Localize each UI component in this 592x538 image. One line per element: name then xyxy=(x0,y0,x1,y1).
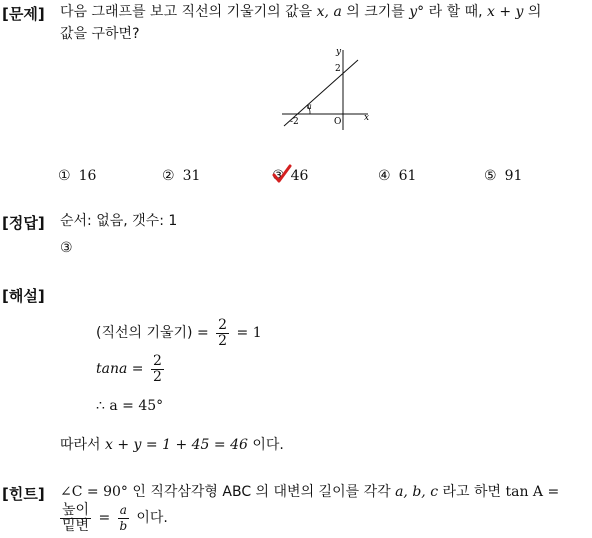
origin-label: O xyxy=(334,117,342,127)
hint-line1: ∠C = 90° 인 직각삼각형 ABC 의 대변의 길이를 각각 a, b, c 라고 하면 tan A = xyxy=(60,484,560,500)
problem-label: [문제] xyxy=(2,5,45,23)
choice-2[interactable]: ② 31 xyxy=(162,168,201,184)
explanation-line2: tana = $\frac{2}{2}$ xyxy=(96,352,162,385)
hint-label: [힌트] xyxy=(2,485,45,503)
x-intercept-label: -2 xyxy=(290,117,299,127)
fraction: $\frac{a}{b}$ xyxy=(119,502,128,533)
y-intercept-label: 2 xyxy=(335,64,341,74)
hint-line2: $\frac{\text{높이}}{\text{밑변}}$ = $\frac{a}{b}$ 이다. xyxy=(62,501,168,534)
explanation-line1: (직선의 기울기) = $\frac{2}{2}$ = 1 xyxy=(96,316,262,349)
checkmark-icon xyxy=(272,164,292,184)
explanation-line4: 따라서 x + y = 1 + 45 = 46 이다. xyxy=(60,437,284,453)
choice-4[interactable]: ④ 61 xyxy=(378,168,417,184)
answer-label: [정답] xyxy=(2,214,45,232)
fraction: $\frac{2}{2}$ xyxy=(218,316,228,349)
explanation-label: [해설] xyxy=(2,287,45,305)
choice-3[interactable]: ③ 46 xyxy=(272,168,308,184)
explanation-line3: ∴ a = 45° xyxy=(96,398,164,414)
x-axis-label: x xyxy=(364,113,370,123)
y-axis-label: y xyxy=(336,47,342,57)
answer-line1: 순서: 없음, 갯수: 1 xyxy=(60,213,178,229)
fraction: $\frac{2}{2}$ xyxy=(152,352,162,385)
choice-1[interactable]: ① 16 xyxy=(58,168,97,184)
problem-text-line1: 다음 그래프를 보고 직선의 기울기의 값을 x, a 의 크기를 y° 라 할 때, x + y 의 xyxy=(60,4,542,20)
angle-label: a xyxy=(307,102,312,111)
line-graph xyxy=(278,44,388,134)
choice-5[interactable]: ⑤ 91 xyxy=(484,168,523,184)
answer-line2: ③ xyxy=(60,240,73,256)
fraction: $\frac{\text{높이}}{\text{밑변}}$ xyxy=(62,501,90,534)
problem-text-line2: 값을 구하면? xyxy=(60,26,140,42)
